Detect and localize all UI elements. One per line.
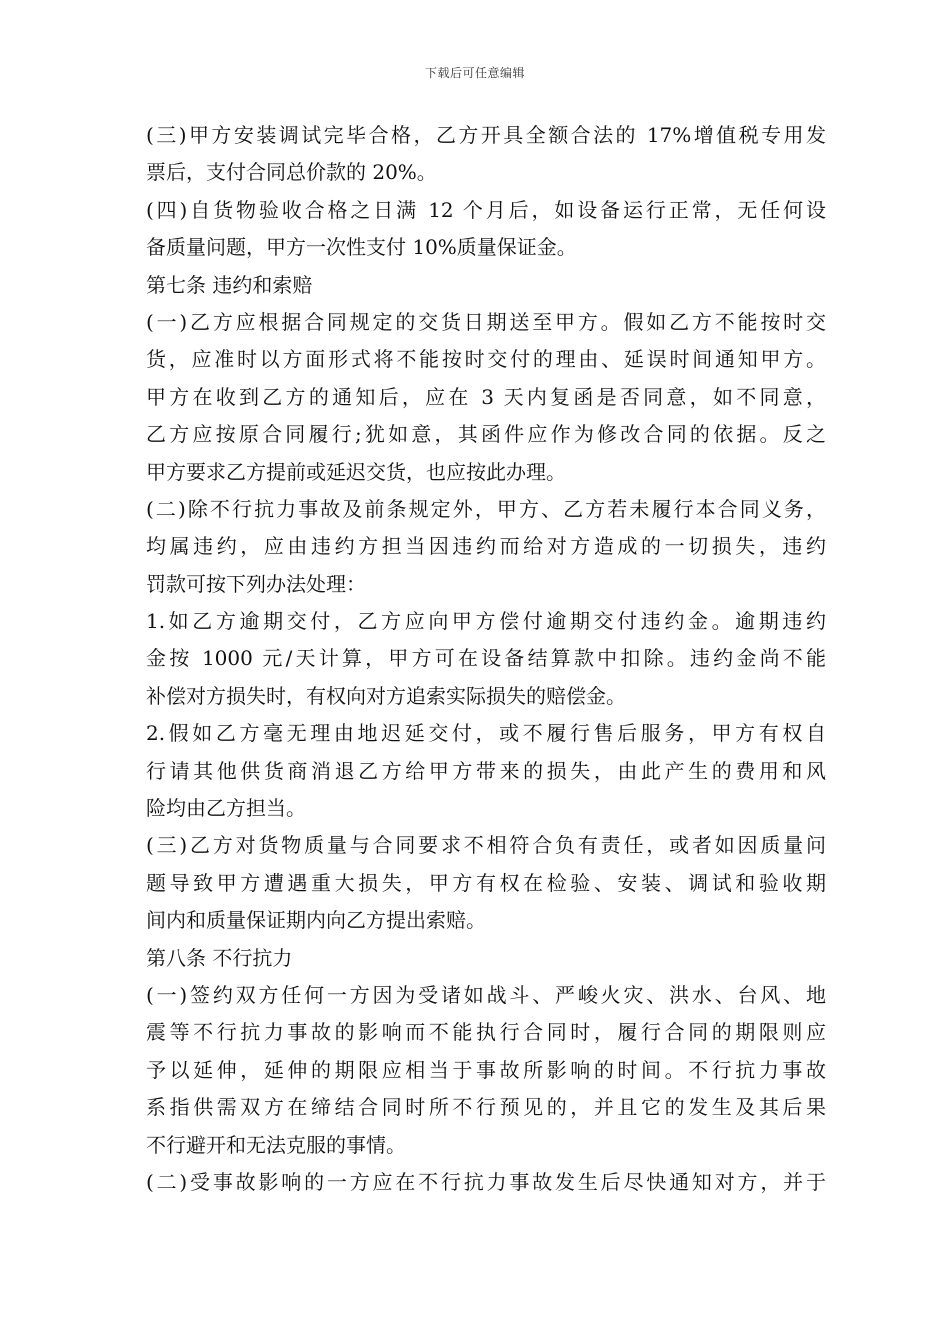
text-line: (二)除不行抗力事故及前条规定外，甲方、乙方若未履行本合同义务， <box>146 496 826 521</box>
text-line: 补偿对方损失时，有权向对方追索实际损失的赔偿金。 <box>146 683 626 708</box>
text-line: 系指供需双方在缔结合同时所不行预见的，并且它的发生及其后果 <box>146 1095 826 1120</box>
text-line: 不行避开和无法克服的事情。 <box>146 1132 406 1157</box>
text-line: 备质量问题，甲方一次性支付 10%质量保证金。 <box>146 235 577 260</box>
text-line: 金按 1000 元/天计算，甲方可在设备结算款中扣除。违约金尚不能 <box>146 646 826 671</box>
text-line: 行请其他供货商消退乙方给甲方带来的损失，由此产生的费用和风 <box>146 758 826 783</box>
text-line: 2.假如乙方毫无理由地迟延交付，或不履行售后服务，甲方有权自 <box>146 721 826 746</box>
text-line: 予以延伸，延伸的期限应相当于事故所影响的时间。不行抗力事故 <box>146 1057 826 1082</box>
text-line: (一)乙方应根据合同规定的交货日期送至甲方。假如乙方不能按时交 <box>146 309 826 334</box>
text-line: 甲方在收到乙方的通知后，应在 3 天内复函是否同意，如不同意， <box>146 384 826 409</box>
page-header: 下载后可任意编辑 <box>424 66 525 80</box>
text-line: (三)甲方安装调试完毕合格，乙方开具全额合法的 17%增值税专用发 <box>146 123 826 147</box>
text-line: 间内和质量保证期内向乙方提出索赔。 <box>146 908 486 933</box>
document-body <box>146 117 826 1201</box>
text-line: 乙方应按原合同履行;犹如意，其函件应作为修改合同的依据。反之 <box>146 422 826 447</box>
text-line: 货，应准时以方面形式将不能按时交付的理由、延误时间通知甲方。 <box>146 347 826 372</box>
text-line: 第七条 违约和索赔 <box>146 272 313 297</box>
text-line: (三)乙方对货物质量与合同要求不相符合负有责任，或者如因质量问 <box>146 833 826 858</box>
text-line: 险均由乙方担当。 <box>146 796 306 821</box>
text-line: 第八条 不行抗力 <box>146 945 293 970</box>
text-line: 票后，支付合同总价款的 20%。 <box>146 160 437 185</box>
text-line: 震等不行抗力事故的影响而不能执行合同时，履行合同的期限则应 <box>146 1020 826 1045</box>
text-line: 1.如乙方逾期交付，乙方应向甲方偿付逾期交付违约金。逾期违约 <box>146 609 826 634</box>
text-line: 罚款可按下列办法处理： <box>146 571 366 596</box>
text-line: (四)自货物验收合格之日满 12 个月后，如设备运行正常，无任何设 <box>146 197 826 222</box>
text-line: (二)受事故影响的一方应在不行抗力事故发生后尽快通知对方，并于 <box>146 1169 826 1194</box>
text-line: (一)签约双方任何一方因为受诸如战斗、严峻火灾、洪水、台风、地 <box>146 982 826 1007</box>
text-line: 题导致甲方遭遇重大损失，甲方有权在检验、安装、调试和验收期 <box>146 870 826 895</box>
text-line: 甲方要求乙方提前或延迟交货，也应按此办理。 <box>146 459 566 484</box>
text-line: 均属违约，应由违约方担当因违约而给对方造成的一切损失，违约 <box>146 534 826 559</box>
